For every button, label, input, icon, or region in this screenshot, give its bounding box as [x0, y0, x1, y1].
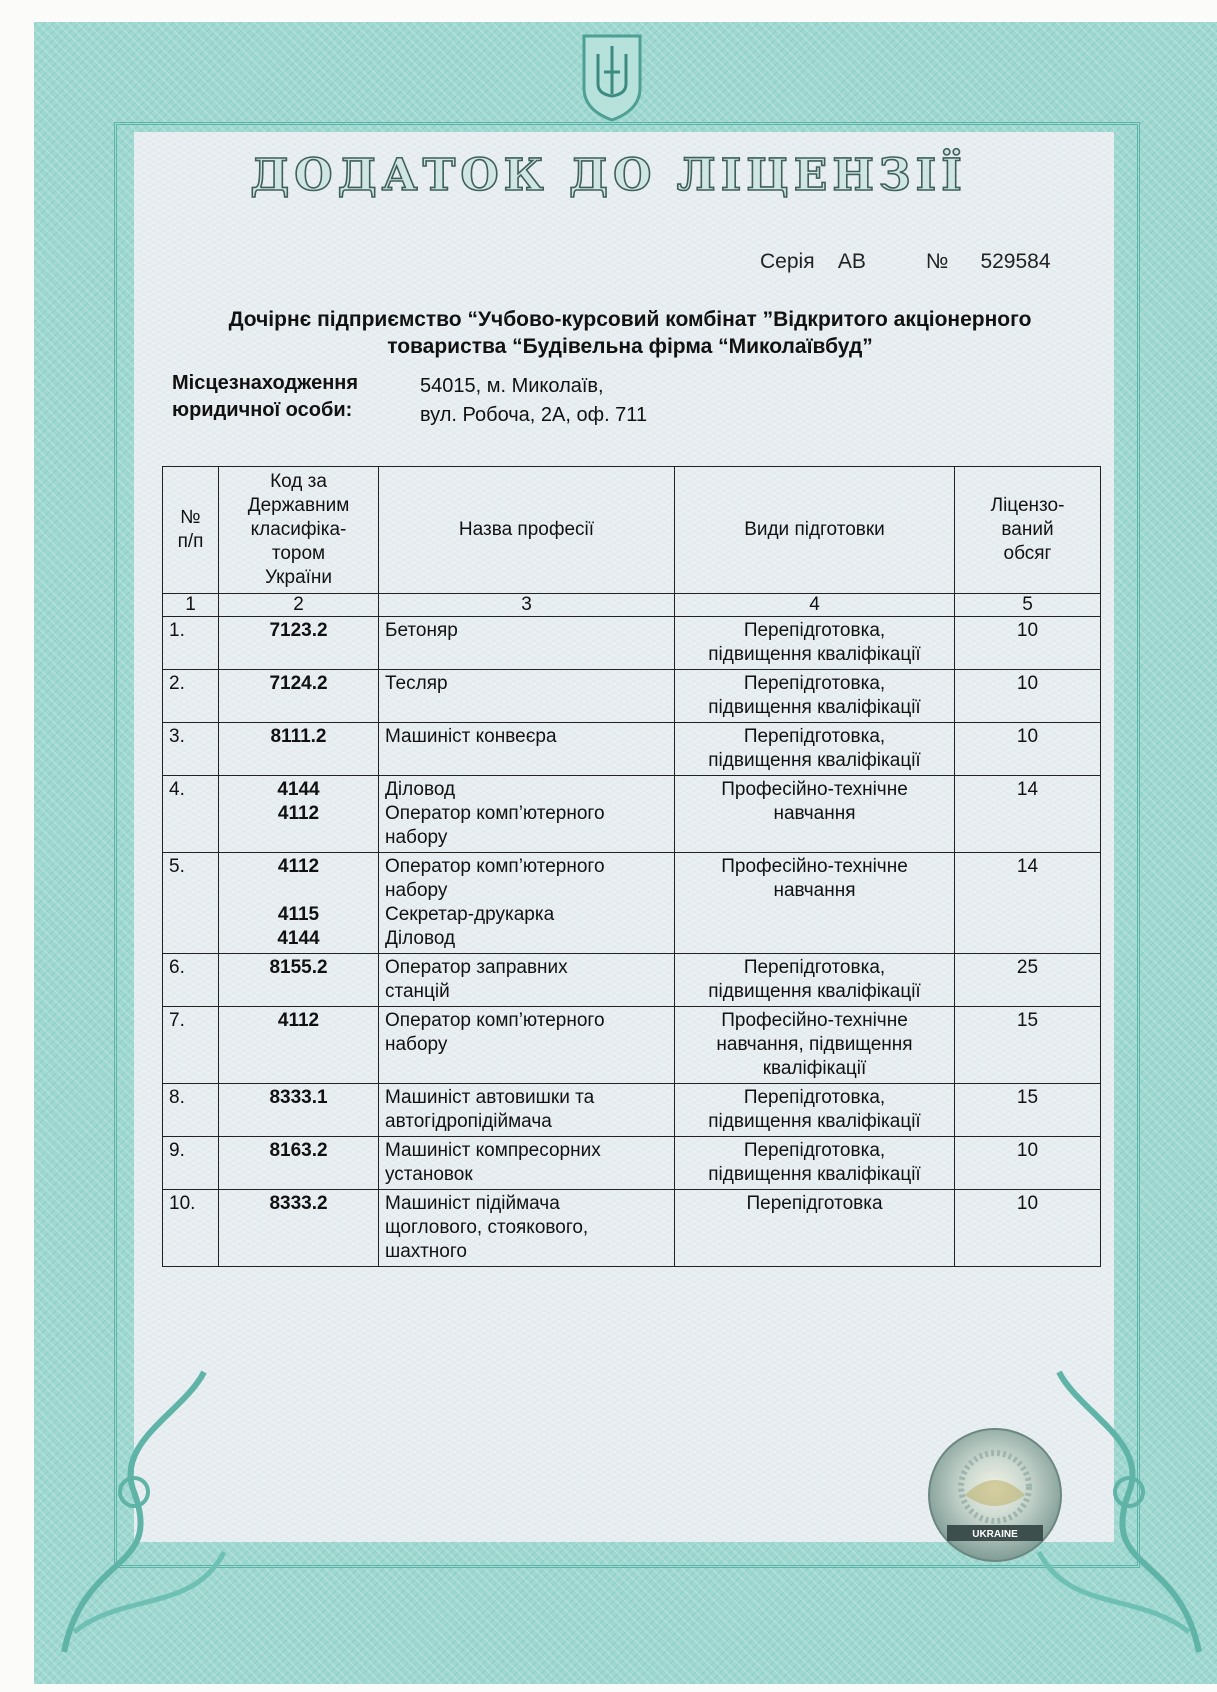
classifier-code: [219, 723, 379, 776]
classifier-code: [219, 617, 379, 670]
profession-name: [379, 776, 675, 853]
table-row: [163, 1190, 1101, 1267]
row-number: 3.: [163, 723, 219, 776]
table-row: [163, 1137, 1101, 1190]
training-type: [675, 1084, 955, 1137]
table-row: [163, 853, 1101, 954]
licensed-volume: 10: [955, 670, 1101, 723]
profession-line: установок: [385, 1164, 473, 1185]
profession-line: Машиніст компресорних: [385, 1140, 601, 1161]
training-line: підвищення кваліфікації: [708, 750, 921, 771]
profession-line: Машиніст конвеєра: [385, 726, 557, 747]
code-line: 4144: [277, 928, 320, 949]
profession-line: Діловод: [385, 928, 456, 949]
classifier-code: [219, 670, 379, 723]
row-number: 6.: [163, 954, 219, 1007]
organization-line: Дочірнє підприємство “Учбово-курсовий комбінат ”Відкритого акціонерного: [228, 308, 1032, 331]
header-no: [163, 467, 219, 594]
profession-line: щоглового, стоякового,: [385, 1217, 589, 1238]
header-line: Види підготовки: [744, 519, 885, 540]
training-type: [675, 853, 955, 954]
code-line: 8333.2: [269, 1193, 328, 1214]
series-label: Серія: [760, 250, 815, 273]
training-type: [675, 776, 955, 853]
address-line: 54015, м. Миколаїв,: [420, 375, 604, 397]
code-line: 8111.2: [270, 726, 327, 747]
table-row: [163, 723, 1101, 776]
profession-line: набору: [385, 1034, 448, 1055]
profession-name: [379, 1190, 675, 1267]
header-line: п/п: [177, 531, 204, 552]
licensed-volume: 14: [955, 776, 1101, 853]
profession-name: [379, 723, 675, 776]
row-number: 1.: [163, 617, 219, 670]
hologram-seal-icon: [925, 1425, 1065, 1565]
table-row: [163, 954, 1101, 1007]
header-code: [219, 467, 379, 594]
header-line: Назва професії: [458, 519, 595, 540]
table-row: [163, 1007, 1101, 1084]
header-line: Код за: [270, 471, 327, 492]
row-number: 4.: [163, 776, 219, 853]
hologram-text: UKRAINE: [972, 1529, 1018, 1540]
header-line: України: [264, 567, 333, 588]
training-type: [675, 1007, 955, 1084]
column-number: 3: [379, 594, 675, 617]
training-line: Перепідготовка: [746, 1193, 883, 1214]
training-line: Професійно-технічне: [721, 779, 908, 800]
column-number-row: [163, 594, 1101, 617]
classifier-code: [219, 776, 379, 853]
number-value: 529584: [980, 250, 1051, 273]
training-line: підвищення кваліфікації: [708, 1111, 921, 1132]
training-type: [675, 954, 955, 1007]
row-number: 5.: [163, 853, 219, 954]
header-line: ваний: [1001, 519, 1054, 540]
trident-crest-icon: [580, 32, 644, 122]
licensed-volume: 10: [955, 1137, 1101, 1190]
classifier-code: [219, 1084, 379, 1137]
code-line: 4112: [277, 1010, 320, 1031]
code-line: 4112: [277, 856, 320, 877]
training-type: [675, 723, 955, 776]
license-table: [162, 466, 1101, 1267]
number-label: №: [925, 250, 949, 273]
profession-name: [379, 1007, 675, 1084]
series-value: АВ: [837, 250, 866, 273]
training-line: Перепідготовка,: [743, 1140, 886, 1161]
code-line: 7123.2: [269, 620, 328, 641]
profession-line: шахтного: [385, 1241, 467, 1262]
column-number: 1: [163, 594, 219, 617]
column-number: 2: [219, 594, 379, 617]
code-line: [225, 879, 372, 903]
table-row: [163, 776, 1101, 853]
training-line: Професійно-технічне: [721, 1010, 908, 1031]
row-number: 7.: [163, 1007, 219, 1084]
training-line: підвищення кваліфікації: [708, 697, 921, 718]
address-line: вул. Робоча, 2А, оф. 711: [420, 404, 648, 426]
training-line: Перепідготовка,: [743, 1087, 886, 1108]
classifier-code: [219, 1007, 379, 1084]
header-training: [675, 467, 955, 594]
licensed-volume: 15: [955, 1007, 1101, 1084]
profession-name: [379, 617, 675, 670]
header-line: класифіка-: [250, 519, 347, 540]
classifier-code: [219, 1190, 379, 1267]
training-line: Перепідготовка,: [743, 673, 886, 694]
profession-line: Тесляр: [385, 673, 448, 694]
classifier-code: [219, 1137, 379, 1190]
row-number: 8.: [163, 1084, 219, 1137]
training-line: Професійно-технічне: [721, 856, 908, 877]
profession-name: [379, 954, 675, 1007]
header-line: тором: [271, 543, 326, 564]
table-header-row: [163, 467, 1101, 594]
code-line: 8155.2: [269, 957, 328, 978]
organization-line: товариства “Будівельна фірма “Миколаївбуд”: [387, 335, 873, 358]
profession-line: Машиніст автовишки та: [385, 1087, 595, 1108]
code-line: 4144: [277, 779, 320, 800]
location-label-line: юридичної особи:: [172, 399, 353, 421]
code-line: 8333.1: [269, 1087, 328, 1108]
row-number: 2.: [163, 670, 219, 723]
training-line: Перепідготовка,: [743, 726, 886, 747]
classifier-code: [219, 954, 379, 1007]
header-profession: [379, 467, 675, 594]
training-line: підвищення кваліфікації: [708, 981, 921, 1002]
training-line: Перепідготовка,: [743, 620, 886, 641]
row-number: 10.: [163, 1190, 219, 1267]
header-volume: [955, 467, 1101, 594]
profession-line: набору: [385, 827, 448, 848]
classifier-code: [219, 853, 379, 954]
training-type: [675, 617, 955, 670]
table-row: [163, 617, 1101, 670]
profession-line: набору: [385, 880, 448, 901]
licensed-volume: 14: [955, 853, 1101, 954]
licensed-volume: 10: [955, 617, 1101, 670]
licensed-volume: 15: [955, 1084, 1101, 1137]
training-line: підвищення кваліфікації: [708, 1164, 921, 1185]
code-line: 4112: [277, 803, 320, 824]
profession-name: [379, 670, 675, 723]
organization-name: [170, 306, 1090, 360]
profession-name: [379, 1137, 675, 1190]
code-line: [225, 826, 372, 850]
profession-line: автогідропідіймача: [385, 1111, 552, 1132]
address: [420, 372, 647, 430]
training-line: навчання, підвищення: [716, 1034, 913, 1055]
training-line: навчання: [773, 880, 856, 901]
profession-line: Оператор комп’ютерного: [385, 1010, 605, 1031]
header-line: Ліцензо-: [990, 495, 1065, 516]
training-line: підвищення кваліфікації: [708, 644, 921, 665]
table-row: [163, 1084, 1101, 1137]
training-type: [675, 670, 955, 723]
header-line: Державним: [247, 495, 350, 516]
location-label-line: Місцезнаходження: [172, 372, 359, 394]
training-type: [675, 1137, 955, 1190]
profession-line: Бетоняр: [385, 620, 458, 641]
header-line: обсяг: [1003, 543, 1052, 564]
training-line: кваліфікації: [762, 1058, 867, 1079]
profession-name: [379, 1084, 675, 1137]
code-line: 4115: [277, 904, 320, 925]
table-row: [163, 670, 1101, 723]
training-type: [675, 1190, 955, 1267]
licensed-volume: 25: [955, 954, 1101, 1007]
column-number: 4: [675, 594, 955, 617]
code-line: 7124.2: [269, 673, 328, 694]
licensed-volume: 10: [955, 723, 1101, 776]
profession-line: станцій: [385, 981, 450, 1002]
serial-number: [760, 250, 1051, 274]
document-title: ДОДАТОК ДО ЛІЦЕНЗІЇ: [250, 150, 967, 201]
table-body: [163, 617, 1101, 1267]
profession-line: Оператор комп’ютерного: [385, 803, 605, 824]
profession-name: [379, 853, 675, 954]
location-label: [172, 370, 358, 424]
licensed-volume: 10: [955, 1190, 1101, 1267]
header-line: №: [180, 507, 201, 528]
training-line: навчання: [773, 803, 856, 824]
column-number: 5: [955, 594, 1101, 617]
profession-line: Машиніст підіймача: [385, 1193, 560, 1214]
code-line: 8163.2: [269, 1140, 328, 1161]
training-line: Перепідготовка,: [743, 957, 886, 978]
profession-line: Секретар-друкарка: [385, 904, 555, 925]
ornament-bottom-left-icon: [44, 1352, 244, 1672]
row-number: 9.: [163, 1137, 219, 1190]
profession-line: Оператор заправних: [385, 957, 568, 978]
profession-line: Діловод: [385, 779, 456, 800]
profession-line: Оператор комп’ютерного: [385, 856, 605, 877]
